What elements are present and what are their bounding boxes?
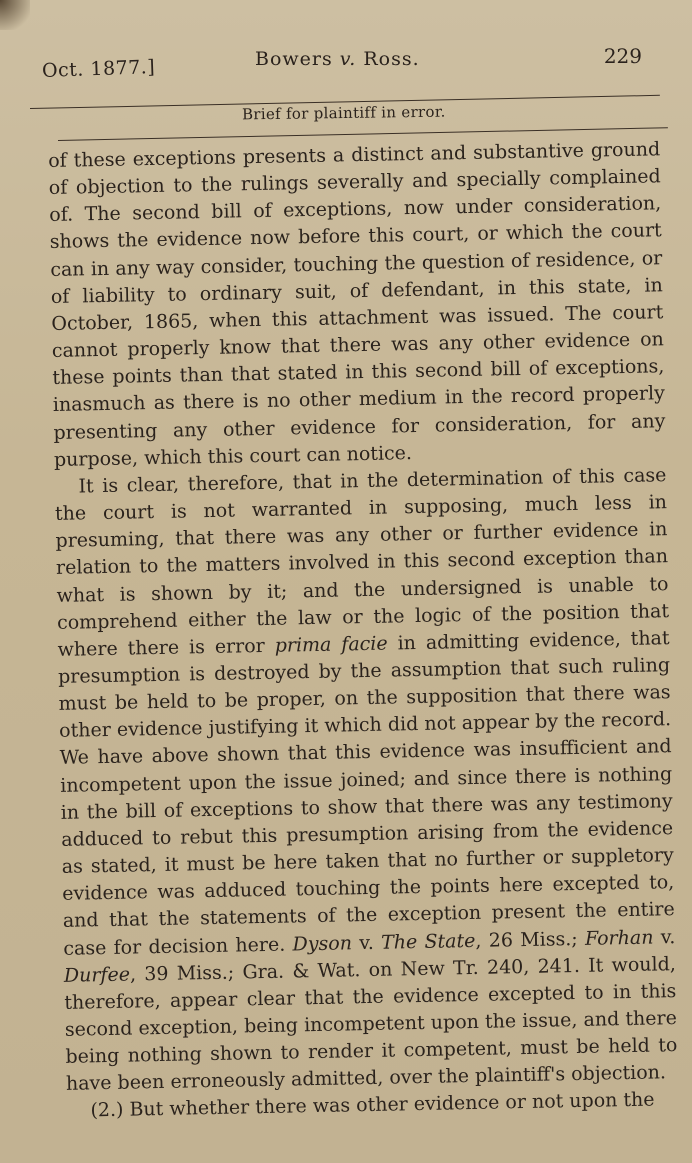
paragraph-2-text-d: , 26 Miss.;	[475, 927, 586, 952]
case-title	[255, 48, 420, 70]
section-subhead: Brief for plaintiff in error.	[241, 102, 446, 124]
running-head	[0, 0, 692, 100]
citation-durfee: Durfee	[63, 963, 131, 987]
paragraph-2	[54, 462, 678, 1098]
citation-forhan: Forhan	[584, 926, 654, 950]
italic-prima-facie: prima facie	[274, 632, 388, 657]
paragraph-2-text-b: in admitting evidence, that presumption is destroyed by the assumption that such ruling must be held to be proper, on the supposition that there was other evidence justifying it which did not appear by the record. We have above shown that this evidence was insufficient and incompetent upon the issue joined; and since there is nothing in the bill of exceptions to show that there was any testimony adduced to rebut this presumption arising from the evidence as stated, it must be here taken that no further or suppletory evidence was adduced touching the points here excepted to, and that the statements of the exception present the entire case for decision here.	[57, 626, 675, 960]
page-number: 229	[603, 44, 642, 68]
paragraph-2-text-a: It is clear, therefore, that in the determination of this case the court is not warranted in supposing, much less in presuming, that there was any other or further evidence in relation to the matters involved in this second exception than what is shown by it; and the undersigned is unable to comprehend either the law or the logic of the position that where there is error	[54, 464, 670, 661]
paragraph-2-text-e: v.	[653, 925, 676, 949]
body-text	[48, 136, 679, 1125]
paragraph-1: of these exceptions presents a distinct and substantive ground of objection to the rulings severally and specially complained of. The second bill of exceptions, now under consideration, shows the evidence now before this court, or which the court can in any way consider, touching the question of residence, or of liability to ordinary suit, of defendant, in this state, in October, 1865, when this attachment was issued. The court cannot properly know that there was any other evidence on these points than that stated in this second bill of exceptions, inasmuch as there is no other medium in the record properly presenting any other evidence for consideration, for any purpose, which this court can notice.	[48, 138, 666, 471]
paragraph-2-text-f: , 39 Miss.; Gra. & Wat. on New Tr. 240, 241. It would, therefore, appear clear that the evidence excepted to in this second exception, being incompetent upon the issue, and there being nothing shown to render it competent, must be held to have been erroneously admitted, over the plaintiff's objection.	[64, 952, 678, 1096]
paragraph-2-text-c: v.	[351, 931, 382, 954]
case-title-versus: v.	[339, 48, 357, 70]
case-title-plaintiff: Bowers	[255, 48, 333, 70]
citation-dyson: Dyson	[292, 931, 353, 955]
paragraph-3: (2.) But whether there was other evidence or not upon the	[90, 1089, 655, 1122]
page-date: Oct. 1877.]	[41, 56, 156, 82]
case-title-defendant: Ross.	[363, 48, 420, 70]
citation-the-state: The State	[380, 929, 476, 954]
